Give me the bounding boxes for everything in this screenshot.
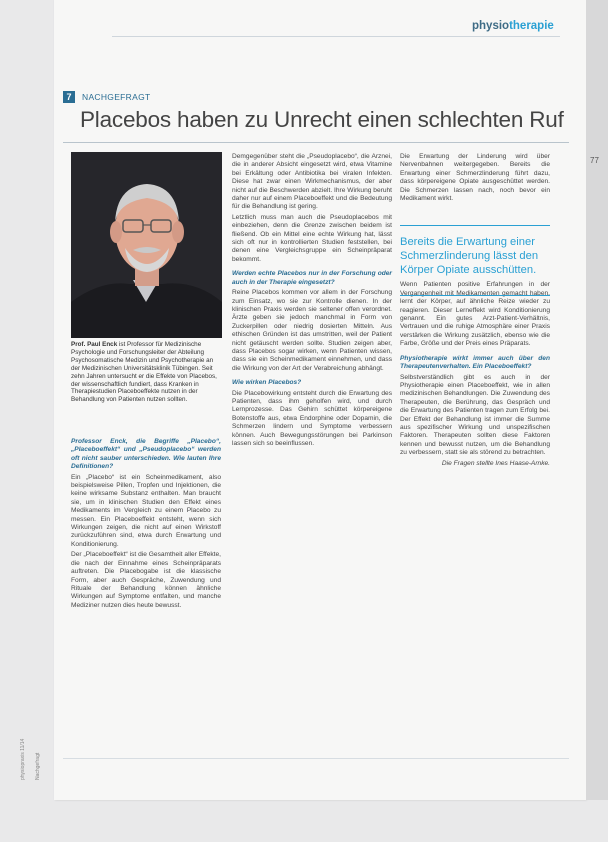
text-column-1	[71, 438, 221, 612]
interview-author-credit: Die Fragen stellte Ines Haase-Arnke.	[441, 459, 550, 467]
interview-answer: Demgegenüber steht die „Pseudoplacebo“, die Arznei, die in anderer Absicht eingesetzt wird, etwa Vitamine bei Erkältung oder Antibiotika bei viralen Infekten. Diese hat zwar einen Wirkmechanismus, der aber nicht auf die Beschwerden abzielt. Ihre Wirkung beruht daher nur auf einem Placeboeffekt und die Bedeutung für die Behandlung ist gering.	[232, 153, 392, 211]
caption-name: Prof. Paul Enck	[71, 341, 118, 348]
text-column-3	[400, 153, 550, 470]
footer-rule	[63, 758, 569, 759]
top-rule	[112, 36, 560, 37]
author-portrait-photo	[71, 152, 222, 338]
next-page-edge	[586, 0, 608, 800]
interview-answer: Reine Placebos kommen vor allem in der Forschung zum Einsatz, wo sie zur Kontrolle dienen. In der klinischen Praxis werden sie seltener offen verordnet. Ärzte geben sie jedoch manchmal in Form von Zuckerpillen oder niedrig dosierten Mitteln. Aus ethischen Gründen ist das umstritten, weil der Patient nicht getäuscht werden sollte. Studien zeigen aber, dass Placebos sogar wirken, wenn Patienten wissen, dass sie ein Scheinmedikament einnehmen, und dass die Wirkung von der Art der Verabreichung abhängt.	[232, 289, 392, 372]
text-column-2	[232, 153, 392, 450]
pullquote: Bereits die Erwartung einer Schmerzlinderung lässt den Körper Opiate ausschütten.	[400, 236, 539, 276]
brand-part-b: therapie	[509, 20, 554, 32]
interview-answer: Selbstverständlich gibt es auch in der Physiotherapie einen Placeboeffekt, wie in allen medizinischen Behandlungen. Die Zuwendung des Therapeuten, die Berührung, das Gespräch und die Erwartung des Patienten tragen zum Erfolg bei. Der Effekt der Behandlung ist immer die Summe aus spezifischer Wirkung und unspezifischen Faktoren. Therapeuten sollten diese Faktoren kennen und bewusst nutzen, um die Behandlung zu verbessern, statt sie als störend zu betrachten.	[400, 373, 550, 457]
section-brand	[472, 20, 554, 32]
caption-text: ist Professor für Medizinische Psychologie und Forschungsleiter der Abteilung Psychosomatische Medizin und Psychotherapie an der Medizinischen Universitätsklinik Tübingen. Seit zehn Jahren untersucht er die Effekte von Placebos, der wissenschaftlich fundiert, dass Kranken in Therapiestudien Placeboeffekte nutzen in der Behandlung von Patienten nutzen sollten.	[71, 341, 217, 404]
article-headline: Placebos haben zu Unrecht einen schlechten Ruf	[80, 107, 564, 132]
article-number-badge: 7	[63, 91, 75, 103]
article-rubric: NACHGEFRAGT	[82, 92, 151, 102]
photo-caption	[71, 341, 221, 404]
page-number: 77	[590, 156, 599, 165]
pullquote-rule-top	[400, 225, 550, 226]
pullquote-rule-bottom	[400, 295, 550, 296]
interview-answer: Ein „Placebo“ ist ein Scheinmedikament, also beispielsweise Pillen, Tropfen und Injektionen, die keine wirksame Substanz enthalten. Man braucht sie, um in klinischen Studien den Effekt eines Medikaments im Vergleich zu einem Placebo zu messen. Ein Placeboeffekt entsteht, wenn sich Wirkungen zeigen, die nicht auf einen Wirkstoff zurückzuführen sind, etwa durch Erwartung und Konditionierung.	[71, 473, 221, 548]
side-note-journal: physiopraxis 11/14	[20, 738, 26, 780]
interview-answer: Die Placebowirkung entsteht durch die Erwartung des Patienten, dass ihm geholfen wird, und durch Lernprozesse. Das Gehirn schüttet körpereigene Botenstoffe aus, etwa Endorphine oder Dopamin, die Schmerzen lindern und Symptome verbessern können. Auch Bewegungsstörungen bei Parkinson lassen sich so beeinflussen.	[232, 389, 392, 447]
headline-rule	[63, 142, 569, 143]
interview-answer: Wenn Patienten positive Erfahrungen in der Vergangenheit mit Medikamenten gemacht haben, lernt der Körper, auf ähnliche Reize wieder zu reagieren. Dieser Lerneffekt wird Konditionierung genannt. Ein gutes Arzt-Patient-Verhältnis, Vertrauen und die ruhige Atmosphäre einer Praxis verstärken die Wirkung zusätzlich, ebenso wie die Farbe, Größe und der Preis eines Präparats.	[400, 281, 550, 348]
interview-answer: Der „Placeboeffekt“ ist die Gesamtheit aller Effekte, die nach der Einnahme eines Scheinpräparats auftreten. Die Placebogabe ist die klassische Form, aber auch Gespräche, Zuwendung und Rituale der Behandlung können ähnliche Wirkungen auf Symptome entfalten, und manche Mediziner nutzen dies heute bewusst.	[71, 551, 221, 609]
brand-part-a: physio	[472, 20, 510, 32]
interview-answer: Letztlich muss man auch die Pseudoplacebos mit einbeziehen, denn die Grenze zwischen beidem ist fließend. Ob ein Mittel eine echte Wirkung hat, lässt sich oft nur in kontrollierten Studien feststellen, bei denen eine Vergleichsgruppe ein Scheinpräparat bekommt.	[232, 213, 392, 263]
interview-question: Professor Enck, die Begriffe „Placebo“, „Placeboeffekt“ und „Pseudoplacebo“ werden oft nicht sauber unterschieden. Wie lauten Ihre Definitionen?	[71, 438, 221, 471]
interview-answer: Die Erwartung der Linderung wird über Nervenbahnen weitergegeben. Bereits die Erwartung einer Schmerzlinderung führt dazu, dass körpereigene Opiate ausgeschüttet werden. Die Schmerzen lassen nach, noch bevor ein Medikament wirkt.	[400, 153, 550, 203]
interview-question: Wie wirken Placebos?	[232, 379, 302, 387]
interview-question: Physiotherapie wirkt immer auch über den Therapeutenverhalten. Ein Placeboeffekt?	[400, 354, 550, 371]
interview-question: Werden echte Placebos nur in der Forschung oder auch in der Therapie eingesetzt?	[232, 270, 392, 286]
side-note-section: Nachgefragt	[35, 752, 41, 780]
